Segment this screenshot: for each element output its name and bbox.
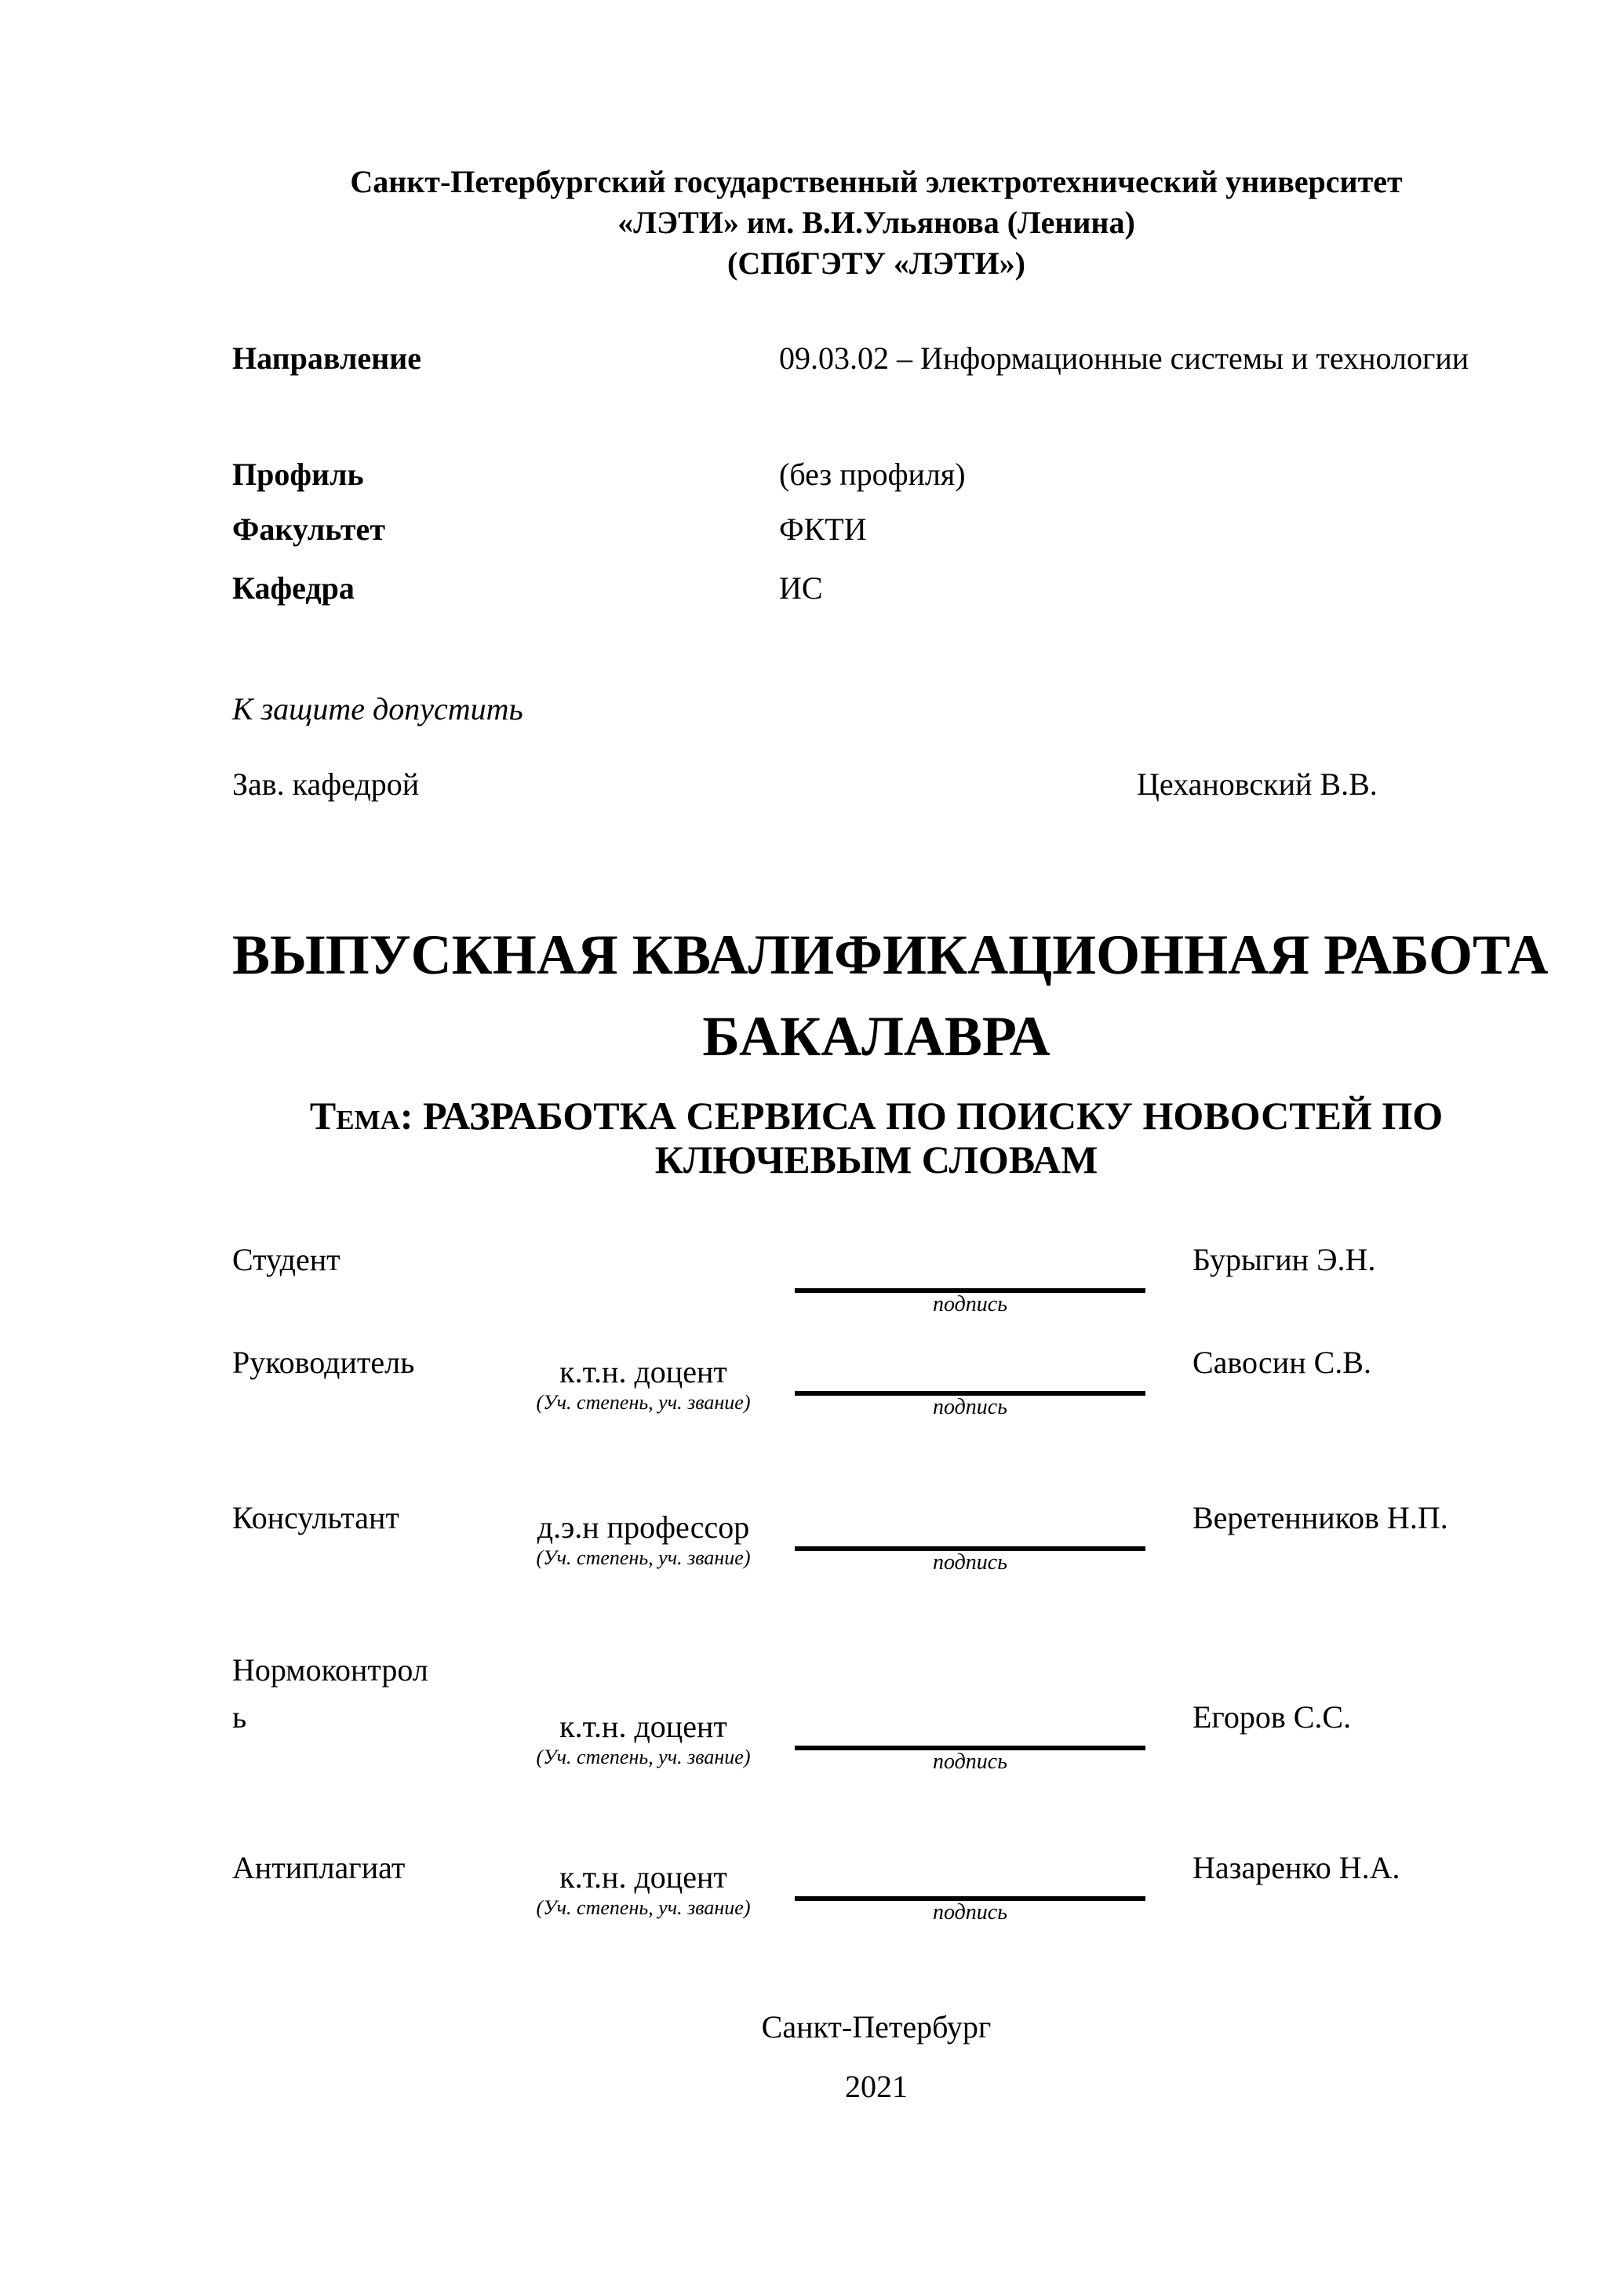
field-department [232,559,1520,622]
signature-caption: подпись [933,1395,1007,1419]
degree-caption: (Уч. степень, уч. звание) [536,1896,751,1919]
university-name-line2: «ЛЭТИ» им. В.И.Ульянова (Ленина) [617,205,1135,240]
theme-title: РАЗРАБОТКА СЕРВИСА ПО ПОИСКУ НОВОСТЕЙ ПО КЛЮЧЕВЫМ СЛОВАМ [423,1094,1444,1182]
work-type-degree: БАКАЛАВРА [702,1005,1051,1068]
signature-row-student [232,1236,1520,1329]
signature-row-consultant [232,1495,1520,1587]
degree-caption: (Уч. степень, уч. звание) [536,1746,751,1768]
admission-note: К защите допустить [232,691,523,726]
signature-row-supervisor [232,1339,1520,1432]
field-profile-label: Профиль [232,457,364,492]
degree-caption: (Уч. степень, уч. звание) [536,1391,751,1414]
signer-role: Нормоконтроль [232,1652,428,1735]
field-department-value: ИС [779,570,823,606]
signer-degree: к.т.н. доцент [559,1859,727,1895]
admission-row [232,761,1520,808]
university-abbreviation: (СПбГЭТУ «ЛЭТИ») [727,246,1025,281]
signer-degree: к.т.н. доцент [559,1354,727,1389]
university-header [232,162,1520,284]
signer-name: Савосин С.В. [1193,1345,1371,1380]
field-faculty [232,501,1520,563]
field-department-label: Кафедра [232,570,355,606]
field-direction-label: Направление [232,340,421,376]
signer-name: Веретенников Н.П. [1193,1500,1448,1535]
department-head-role: Зав. кафедрой [232,766,420,802]
signature-caption: подпись [933,1550,1007,1575]
field-direction [232,330,1520,447]
field-profile [232,446,1520,508]
work-type-title: ВЫПУСКНАЯ КВАЛИФИКАЦИОННАЯ РАБОТА [232,923,1549,986]
signer-name: Назаренко Н.А. [1193,1850,1400,1885]
signer-degree: д.э.н профессор [537,1509,750,1545]
thesis-theme [232,1094,1520,1182]
field-faculty-value: ФКТИ [779,512,867,547]
footer-city: Санкт-Петербург [761,2009,992,2045]
signer-role: Консультант [232,1500,399,1535]
signer-name: Бурыгин Э.Н. [1193,1242,1376,1277]
signature-row-antiplagiarism [232,1844,1520,1937]
footer-year: 2021 [845,2069,908,2104]
signature-caption: подпись [933,1292,1007,1316]
degree-caption: (Уч. степень, уч. звание) [536,1546,751,1569]
signature-caption: подпись [933,1900,1007,1924]
field-profile-value: (без профиля) [779,457,966,492]
signer-degree: к.т.н. доцент [559,1709,727,1744]
university-name-line1: Санкт-Петербургский государственный электротехнический университет [350,164,1403,199]
theme-label: Тема: [309,1094,413,1138]
field-faculty-label: Факультет [232,512,385,547]
signer-name: Егоров С.С. [1193,1699,1352,1735]
signer-role: Руководитель [232,1345,415,1380]
signature-caption: подпись [933,1750,1007,1774]
signer-role: Студент [232,1242,340,1277]
signer-role: Антиплагиат [232,1850,406,1885]
field-direction-value: 09.03.02 – Информационные системы и технологии [779,340,1469,376]
signature-row-norm-control [232,1652,1520,1786]
department-head-name: Цехановский В.В. [1137,766,1378,802]
